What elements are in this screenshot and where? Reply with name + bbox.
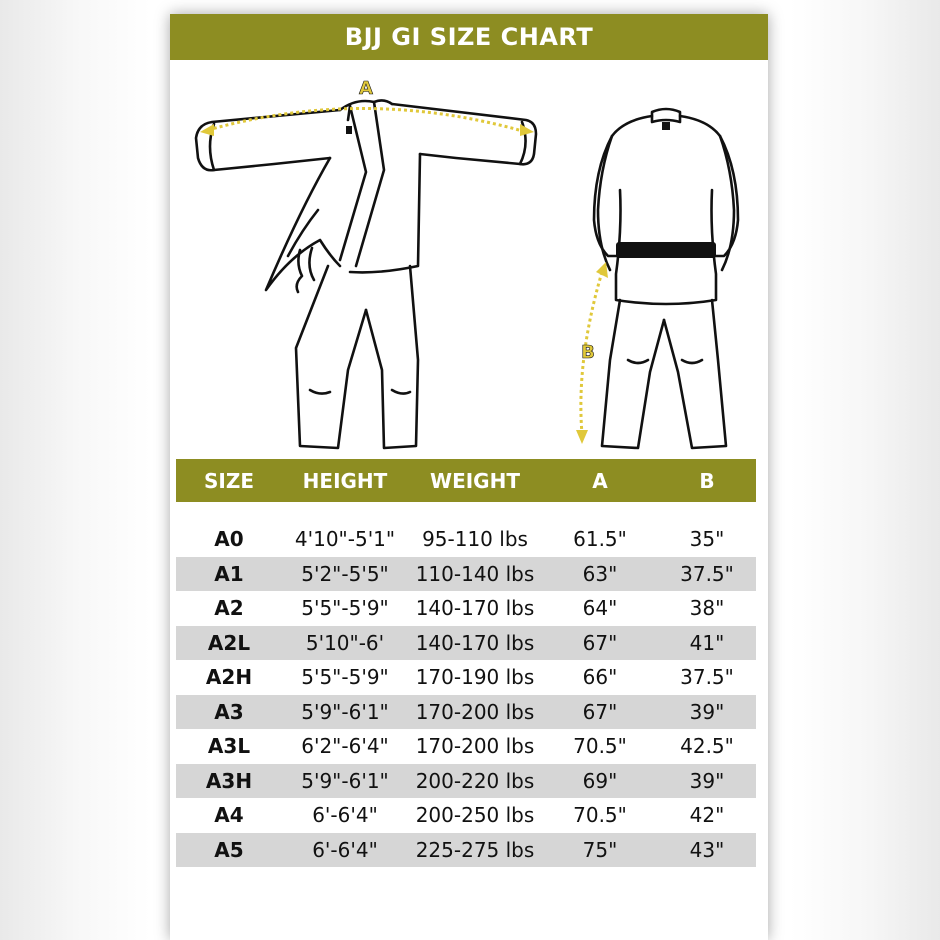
cell-weight: 200-250 lbs [415, 803, 535, 828]
table-row [176, 798, 756, 833]
table-row [176, 660, 756, 695]
cell-a: 64" [582, 596, 618, 621]
logo-patch [662, 122, 670, 130]
cell-size: A3 [214, 699, 244, 724]
title-bar [170, 14, 768, 60]
cell-b: 42.5" [680, 734, 734, 759]
table-row [176, 695, 756, 730]
table-row [176, 764, 756, 799]
cell-size: A2L [207, 630, 251, 655]
cell-a: 61.5" [573, 527, 627, 552]
cell-height: 6'-6'4" [312, 837, 378, 862]
cell-a: 70.5" [573, 734, 627, 759]
cell-weight: 140-170 lbs [415, 630, 535, 655]
label-a: A [359, 78, 373, 99]
cell-a: 67" [582, 699, 618, 724]
size-chart-card [170, 14, 768, 940]
cell-b: 41" [689, 630, 725, 655]
cell-weight: 200-220 lbs [415, 768, 535, 793]
size-table [176, 459, 756, 867]
table-row [176, 833, 756, 868]
cell-b: 39" [689, 768, 725, 793]
front-gi-drawing [196, 100, 536, 448]
cell-b: 38" [689, 596, 725, 621]
cell-weight: 140-170 lbs [415, 596, 535, 621]
cell-weight: 225-275 lbs [415, 837, 535, 862]
cell-b: 37.5" [680, 665, 734, 690]
header-height: HEIGHT [302, 468, 388, 493]
table-header [176, 459, 756, 502]
cell-size: A3H [205, 768, 253, 793]
cell-height: 5'9"-6'1" [301, 699, 389, 724]
header-b: B [699, 468, 715, 493]
cell-weight: 170-200 lbs [415, 699, 535, 724]
cell-b: 39" [689, 699, 725, 724]
cell-size: A1 [214, 561, 244, 586]
cell-weight: 95-110 lbs [422, 527, 528, 552]
cell-height: 5'2"-5'5" [301, 561, 389, 586]
cell-height: 5'9"-6'1" [301, 768, 389, 793]
belt-shape [616, 242, 716, 258]
cell-size: A5 [214, 837, 244, 862]
header-size: SIZE [203, 468, 254, 493]
cell-weight: 170-200 lbs [415, 734, 535, 759]
cell-a: 67" [582, 630, 618, 655]
table-row [176, 557, 756, 592]
cell-b: 37.5" [680, 561, 734, 586]
cell-b: 43" [689, 837, 725, 862]
header-a: A [592, 468, 608, 493]
cell-height: 5'5"-5'9" [301, 665, 389, 690]
arrow-a [200, 108, 534, 136]
header-weight: WEIGHT [430, 468, 520, 493]
cell-a: 70.5" [573, 803, 627, 828]
page-title: BJJ GI SIZE CHART [344, 23, 594, 51]
table-row [176, 591, 756, 626]
cell-weight: 110-140 lbs [415, 561, 535, 586]
gi-diagram [170, 60, 768, 456]
cell-size: A0 [214, 527, 244, 552]
logo-patch-front [346, 126, 352, 134]
cell-a: 63" [582, 561, 618, 586]
cell-size: A2H [205, 665, 253, 690]
cell-height: 4'10"-5'1" [294, 527, 396, 552]
label-b: B [581, 342, 595, 363]
cell-height: 5'5"-5'9" [301, 596, 389, 621]
gi-illustration [170, 60, 768, 456]
table-row [176, 729, 756, 764]
cell-weight: 170-190 lbs [415, 665, 535, 690]
cell-b: 42" [689, 803, 725, 828]
cell-size: A4 [214, 803, 244, 828]
cell-a: 66" [582, 665, 618, 690]
cell-height: 6'-6'4" [312, 803, 378, 828]
cell-height: 5'10"-6' [305, 630, 385, 655]
cell-size: A2 [214, 596, 244, 621]
cell-a: 75" [582, 837, 618, 862]
table-row [176, 522, 756, 557]
back-gi-drawing [594, 109, 738, 448]
cell-b: 35" [689, 527, 725, 552]
cell-size: A3L [207, 734, 251, 759]
cell-height: 6'2"-6'4" [301, 734, 389, 759]
table-row [176, 626, 756, 661]
cell-a: 69" [582, 768, 618, 793]
